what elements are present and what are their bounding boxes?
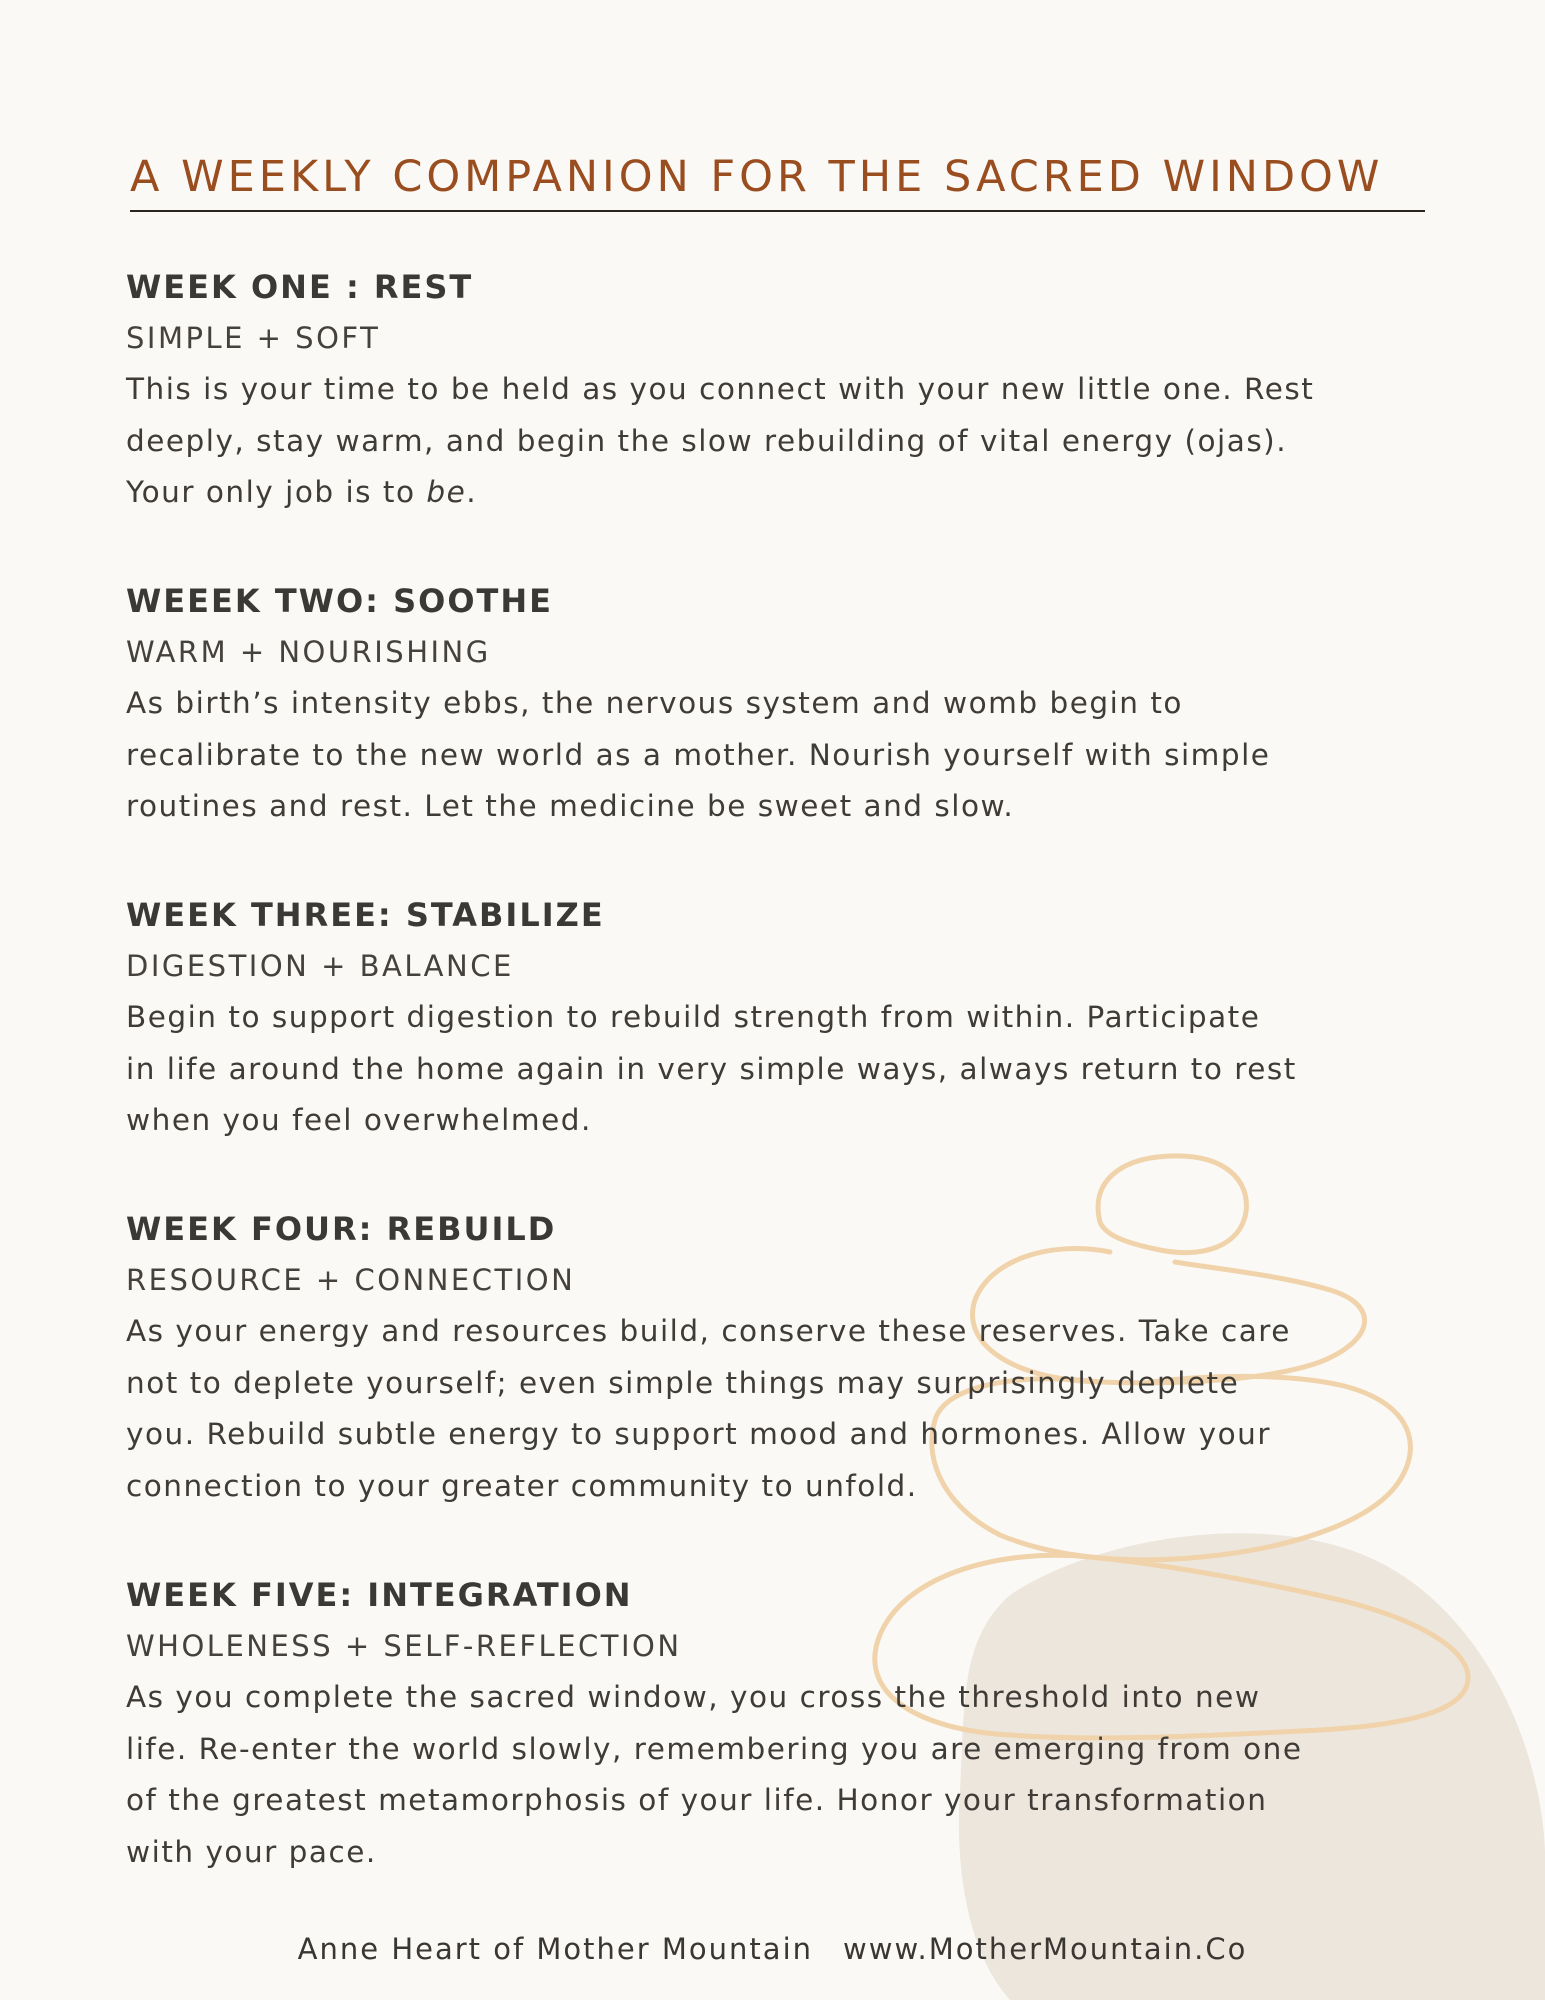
body-line: life. Re-enter the world slowly, remembering you are emerging from one bbox=[126, 1731, 1303, 1766]
body-line bbox=[126, 467, 1456, 519]
body-line: deeply, stay warm, and begin the slow rebuilding of vital energy (ojas). bbox=[126, 423, 1288, 458]
body-line: This is your time to be held as you connect with your new little one. Rest bbox=[126, 372, 1315, 406]
week-three-section bbox=[126, 889, 1456, 1147]
footer-website-link[interactable]: www.MotherMountain.Co bbox=[843, 1932, 1248, 1966]
body-line: As your energy and resources build, conserve these reserves. Take care bbox=[126, 1314, 1291, 1348]
section-body bbox=[126, 1306, 1456, 1512]
body-line-text: Your only job is to bbox=[126, 475, 427, 509]
section-body bbox=[126, 1672, 1456, 1878]
section-heading: WEEK THREE: STABILIZE bbox=[126, 896, 605, 934]
body-line: As birth’s intensity ebbs, the nervous system and womb begin to bbox=[126, 686, 1183, 720]
section-heading: WEEK ONE : REST bbox=[126, 268, 474, 306]
body-line: routines and rest. Let the medicine be sweet and slow. bbox=[126, 789, 1015, 823]
section-heading: WEEK FIVE: INTEGRATION bbox=[126, 1576, 633, 1614]
section-body bbox=[126, 364, 1456, 519]
section-subtitle: WHOLENESS + SELF-REFLECTION bbox=[126, 1629, 682, 1663]
footer bbox=[0, 1932, 1545, 1966]
page-title: A WEEKLY COMPANION FOR THE SACRED WINDOW bbox=[130, 152, 1384, 202]
emphasis-word: be bbox=[426, 475, 467, 509]
title-underline bbox=[130, 210, 1425, 212]
section-body bbox=[126, 992, 1456, 1147]
section-subtitle: WARM + NOURISHING bbox=[126, 635, 491, 669]
body-line: As you complete the sacred window, you cross the threshold into new bbox=[126, 1680, 1261, 1714]
body-line-tail: . bbox=[466, 475, 478, 509]
body-line: you. Rebuild subtle energy to support mood and hormones. Allow your bbox=[126, 1417, 1271, 1451]
week-one-section bbox=[126, 261, 1456, 519]
section-body bbox=[126, 678, 1456, 833]
body-line: of the greatest metamorphosis of your life. Honor your transformation bbox=[126, 1783, 1268, 1817]
section-subtitle: DIGESTION + BALANCE bbox=[126, 949, 514, 983]
week-five-section bbox=[126, 1569, 1456, 1878]
footer-author: Anne Heart of Mother Mountain bbox=[297, 1932, 814, 1966]
body-line: when you feel overwhelmed. bbox=[126, 1103, 592, 1137]
section-subtitle: SIMPLE + SOFT bbox=[126, 321, 381, 355]
section-subtitle: RESOURCE + CONNECTION bbox=[126, 1263, 576, 1297]
body-line: with your pace. bbox=[126, 1834, 377, 1869]
week-four-section bbox=[126, 1203, 1456, 1512]
section-heading: WEEEK TWO: SOOTHE bbox=[126, 582, 553, 620]
body-line: recalibrate to the new world as a mother. Nourish yourself with simple bbox=[126, 737, 1271, 772]
section-heading: WEEK FOUR: REBUILD bbox=[126, 1210, 557, 1248]
body-line: Begin to support digestion to rebuild strength from within. Participate bbox=[126, 1000, 1261, 1034]
week-two-section bbox=[126, 575, 1456, 833]
body-line: connection to your greater community to unfold. bbox=[126, 1468, 918, 1503]
body-line: not to deplete yourself; even simple things may surprisingly deplete bbox=[126, 1365, 1240, 1400]
body-line: in life around the home again in very simple ways, always return to rest bbox=[126, 1051, 1297, 1086]
